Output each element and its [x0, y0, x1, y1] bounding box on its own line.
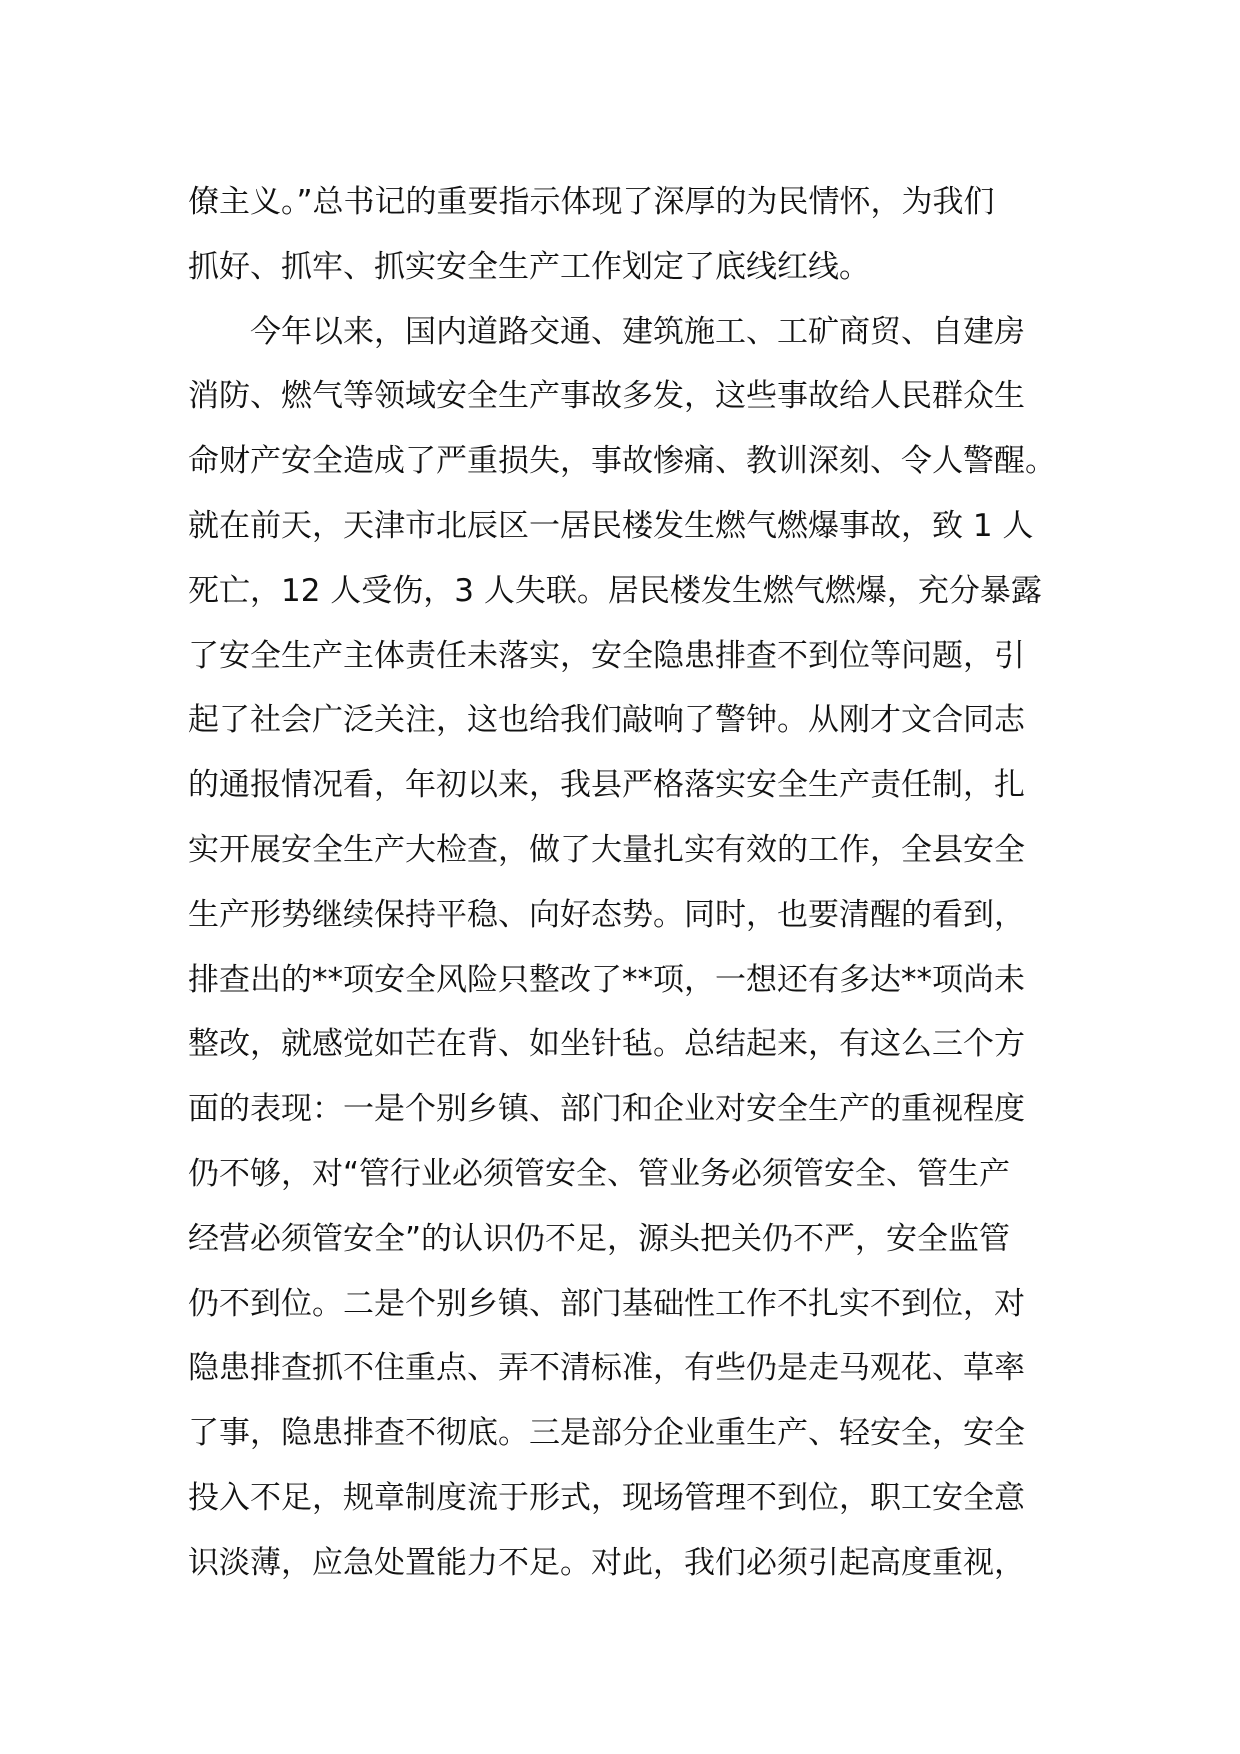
text-line: 投入不足，规章制度流于形式，现场管理不到位，职工安全意 [188, 1479, 1025, 1516]
text-line: 今年以来，国内道路交通、建筑施工、工矿商贸、自建房 [188, 313, 1025, 350]
text-line: 面的表现：一是个别乡镇、部门和企业对安全生产的重视程度 [188, 1091, 1025, 1128]
text-line: 经营必须管安全”的认识仍不足，源头把关仍不严，安全监管 [188, 1220, 1011, 1257]
text-line: 排查出的**项安全风险只整改了**项，一想还有多达**项尚未 [188, 961, 1025, 998]
text-line: 的通报情况看，年初以来，我县严格落实安全生产责任制，扎 [188, 767, 1025, 804]
text-line: 了安全生产主体责任未落实，安全隐患排查不到位等问题，引 [188, 637, 1025, 674]
text-line: 仍不够，对“管行业必须管安全、管业务必须管安全、管生产 [188, 1155, 1011, 1192]
text-line: 整改，就感觉如芒在背、如坐针毡。总结起来，有这么三个方 [188, 1026, 1025, 1063]
text-line: 了事，隐患排查不彻底。三是部分企业重生产、轻安全，安全 [188, 1415, 1025, 1452]
body-text [188, 170, 1068, 1596]
text-line: 隐患排查抓不住重点、弄不清标准，有些仍是走马观花、草率 [188, 1350, 1025, 1387]
text-line: 抓好、抓牢、抓实安全生产工作划定了底线红线。 [188, 248, 870, 285]
text-line: 实开展安全生产大检查，做了大量扎实有效的工作，全县安全 [188, 831, 1025, 868]
text-line: 僚主义。”总书记的重要指示体现了深厚的为民情怀，为我们 [188, 184, 995, 220]
text-line: 死亡，12 人受伤，3 人失联。居民楼发生燃气燃爆，充分暴露 [188, 572, 1042, 609]
text-line: 起了社会广泛关注，这也给我们敲响了警钟。从刚才文合同志 [188, 702, 1025, 739]
text-line: 就在前天，天津市北辰区一居民楼发生燃气燃爆事故，致 1 人 [188, 507, 1034, 544]
text-line: 生产形势继续保持平稳、向好态势。同时，也要清醒的看到， [188, 896, 1025, 933]
text-line: 命财产安全造成了严重损失，事故惨痛、教训深刻、令人警醒。 [188, 443, 1056, 480]
text-line: 消防、燃气等领域安全生产事故多发，这些事故给人民群众生 [188, 378, 1025, 415]
text-line: 仍不到位。二是个别乡镇、部门基础性工作不扎实不到位，对 [188, 1285, 1025, 1322]
text-line: 识淡薄，应急处置能力不足。对此，我们必须引起高度重视， [188, 1544, 1025, 1581]
